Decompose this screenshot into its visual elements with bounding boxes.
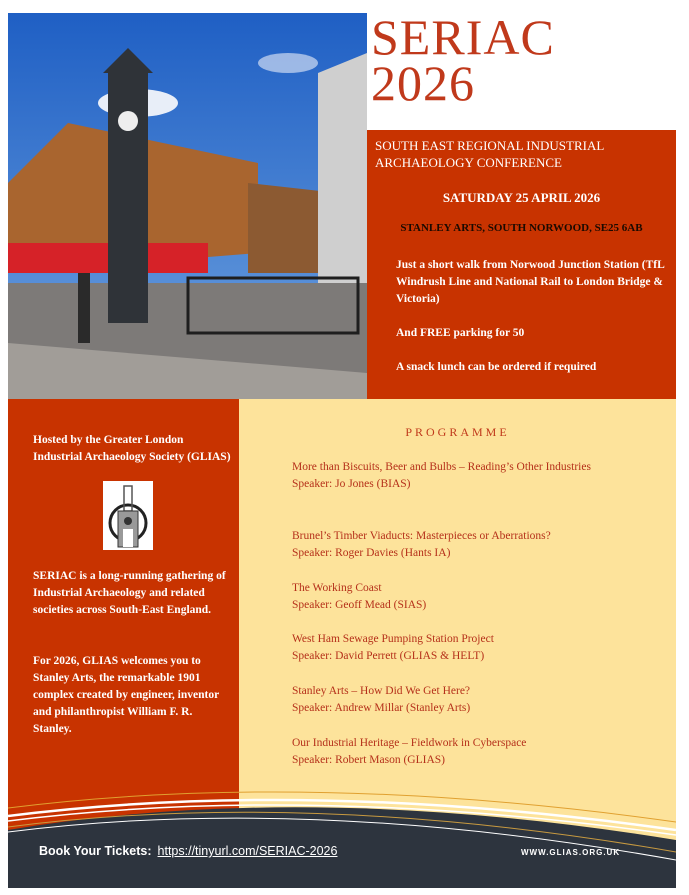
talk-title: West Ham Sewage Pumping Station Project — [292, 633, 494, 645]
talk-item — [292, 735, 632, 769]
event-details-panel — [367, 130, 676, 399]
travel-info: Just a short walk from Norwood Junction Station (TfL Windrush Line and National Rail to London Bridge & Victoria) — [396, 259, 665, 305]
event-venue: STANLEY ARTS, SOUTH NORWOOD, SE25 6AB — [400, 222, 643, 234]
event-date: SATURDAY 25 APRIL 2026 — [442, 190, 601, 205]
ticket-link[interactable]: https://tinyurl.com/SERIAC-2026 — [157, 844, 338, 858]
talk-title: Our Industrial Heritage – Fieldwork in Cyberspace — [292, 737, 527, 749]
clock-tower-photo — [8, 13, 367, 399]
website-url: WWW.GLIAS.ORG.UK — [521, 848, 621, 857]
talk-speaker: Speaker: Geoff Mead (SIAS) — [292, 599, 427, 611]
title-line2: 2026 — [371, 55, 475, 111]
lunch-info: A snack lunch can be ordered if required — [396, 361, 597, 373]
book-tickets-label: Book Your Tickets: — [39, 844, 152, 858]
talk-item — [292, 459, 632, 493]
parking-info: And FREE parking for 50 — [396, 327, 525, 339]
talk-speaker: Speaker: Robert Mason (GLIAS) — [292, 754, 445, 766]
glias-logo — [103, 481, 153, 550]
talk-speaker: Speaker: Roger Davies (Hants IA) — [292, 547, 451, 559]
talk-title: Brunel’s Timber Viaducts: Masterpieces or Aberrations? — [292, 530, 551, 542]
talk-title: The Working Coast — [292, 582, 382, 594]
event-title — [371, 9, 555, 111]
seriac-about: SERIAC is a long-running gathering of Industrial Archaeology and related societies across South-East England. — [33, 570, 226, 616]
talk-item — [292, 683, 632, 717]
talk-speaker: Speaker: Andrew Millar (Stanley Arts) — [292, 702, 471, 714]
talk-title: Stanley Arts – How Did We Get Here? — [292, 685, 471, 697]
talk-speaker: Speaker: Jo Jones (BIAS) — [292, 478, 411, 490]
talk-item — [292, 528, 632, 562]
talk-item — [292, 580, 632, 614]
title-line1: SERIAC — [371, 9, 555, 65]
conference-subtitle: SOUTH EAST REGIONAL INDUSTRIAL ARCHAEOLOGY CONFERENCE — [375, 138, 604, 170]
talk-title: More than Biscuits, Beer and Bulbs – Reading’s Other Industries — [292, 461, 591, 473]
hosted-by: Hosted by the Greater London Industrial Archaeology Society (GLIAS) — [33, 434, 231, 463]
glias-welcome: For 2026, GLIAS welcomes you to Stanley Arts, the remarkable 1901 complex created by engineer, inventor and philanthropist William F. R. Stanley. — [33, 655, 219, 735]
talk-speaker: Speaker: David Perrett (GLIAS & HELT) — [292, 650, 485, 662]
programme-heading: PROGRAMME — [405, 425, 510, 439]
book-tickets — [39, 844, 337, 858]
talk-item — [292, 631, 632, 665]
footer-swoosh — [8, 780, 676, 888]
venue-info — [396, 257, 666, 393]
